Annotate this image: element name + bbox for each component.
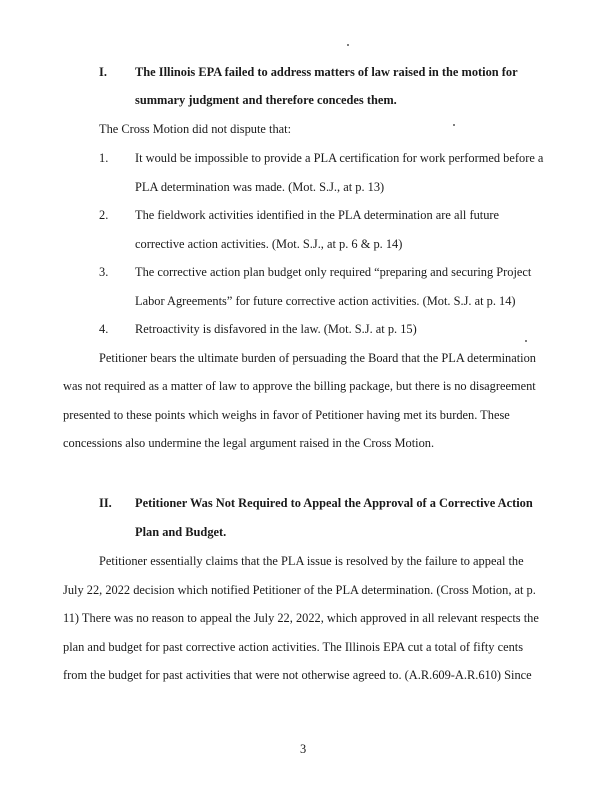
section-one-intro: The Cross Motion did not dispute that: bbox=[99, 122, 292, 136]
body-paragraph-line: was not required as a matter of law to approve the billing package, but there is no disagreement bbox=[63, 379, 536, 393]
scan-speck bbox=[525, 340, 527, 342]
section-two-numeral: II. bbox=[99, 496, 112, 510]
body-paragraph-line: Petitioner essentially claims that the PLA issue is resolved by the failure to appeal the bbox=[99, 554, 524, 568]
body-paragraph-line: 11) There was no reason to appeal the July 22, 2022, which approved in all relevant respects the bbox=[63, 611, 539, 625]
scan-speck bbox=[347, 44, 349, 46]
list-item-text: It would be impossible to provide a PLA certification for work performed before a bbox=[135, 151, 544, 165]
list-item-number: 4. bbox=[99, 322, 109, 336]
section-two-heading-line-2: Plan and Budget. bbox=[135, 525, 227, 539]
page-number: 3 bbox=[300, 742, 307, 756]
body-paragraph-line: plan and budget for past corrective action activities. The Illinois EPA cut a total of fifty cents bbox=[63, 640, 524, 654]
section-two-heading-line-1: Petitioner Was Not Required to Appeal the Approval of a Corrective Action bbox=[135, 496, 533, 510]
list-item-number: 3. bbox=[99, 265, 109, 279]
scan-speck bbox=[453, 124, 455, 126]
list-item-text: The corrective action plan budget only required “preparing and securing Project bbox=[135, 265, 532, 279]
list-item-number: 1. bbox=[99, 151, 109, 165]
section-one-numeral: I. bbox=[99, 65, 107, 79]
body-paragraph-line: presented to these points which weighs in favor of Petitioner having met its burden. These bbox=[63, 408, 510, 422]
list-item-text: Labor Agreements” for future corrective action activities. (Mot. S.J. at p. 14) bbox=[135, 294, 516, 308]
list-item-text: The fieldwork activities identified in the PLA determination are all future bbox=[135, 208, 500, 222]
body-paragraph-line: Petitioner bears the ultimate burden of persuading the Board that the PLA determination bbox=[99, 351, 536, 365]
section-one-heading-line-2: summary judgment and therefore concedes them. bbox=[135, 93, 397, 107]
section-one-heading-line-1: The Illinois EPA failed to address matters of law raised in the motion for bbox=[135, 65, 518, 79]
body-paragraph-line: concessions also undermine the legal argument raised in the Cross Motion. bbox=[63, 436, 435, 450]
list-item-text: corrective action activities. (Mot. S.J., at p. 6 & p. 14) bbox=[135, 237, 403, 251]
list-item-text: Retroactivity is disfavored in the law. (Mot. S.J. at p. 15) bbox=[135, 322, 417, 336]
list-item-text: PLA determination was made. (Mot. S.J., at p. 13) bbox=[135, 180, 385, 194]
body-paragraph-line: July 22, 2022 decision which notified Petitioner of the PLA determination. (Cross Motion, at p. bbox=[63, 583, 536, 597]
list-item-number: 2. bbox=[99, 208, 109, 222]
body-paragraph-line: from the budget for past activities that were not otherwise agreed to. (A.R.609-A.R.610) Since bbox=[63, 668, 532, 682]
